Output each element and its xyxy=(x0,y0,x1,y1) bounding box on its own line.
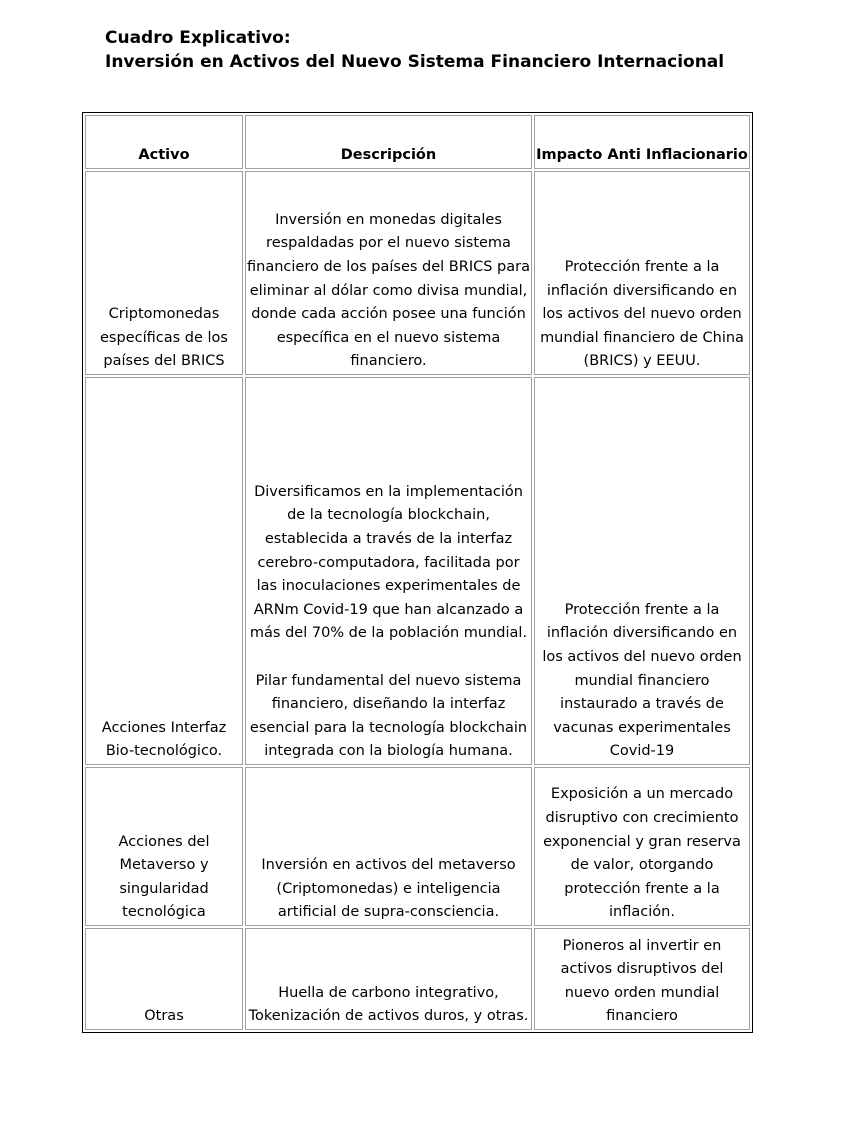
document-title xyxy=(105,26,724,74)
cell-descripcion-paragraph-1: Diversificamos en la implementación de la tecnología blockchain, establecida a través de la interfaz cerebro-computadora, facilitada por las inoculaciones experimentales de ARNm Covid-19 que han alcanzado a más del 70% de la población mundial. xyxy=(249,483,528,642)
table-row xyxy=(85,928,750,1030)
cell-descripcion: Huella de carbono integrativo, Tokenización de activos duros, y otras. xyxy=(245,928,532,1030)
table-header-row xyxy=(85,115,750,169)
cell-activo: Otras xyxy=(85,928,243,1030)
cell-impacto: Pioneros al invertir en activos disruptivos del nuevo orden mundial financiero xyxy=(534,928,750,1030)
title-line-2: Inversión en Activos del Nuevo Sistema Financiero Internacional xyxy=(105,52,725,72)
header-activo: Activo xyxy=(85,115,243,169)
table-row xyxy=(85,377,750,765)
cell-activo: Acciones Interfaz Bio-tecnológico. xyxy=(85,377,243,765)
cell-impacto: Protección frente a la inflación diversificando en los activos del nuevo orden mundial financiero instaurado a través de vacunas experimentales Covid-19 xyxy=(534,377,750,765)
cell-descripcion: Inversión en monedas digitales respaldadas por el nuevo sistema financiero de los países del BRICS para eliminar al dólar como divisa mundial, donde cada acción posee una función específica en el nuevo sistema financiero. xyxy=(245,171,532,375)
cell-impacto: Protección frente a la inflación diversificando en los activos del nuevo orden mundial financiero de China (BRICS) y EEUU. xyxy=(534,171,750,375)
table-row xyxy=(85,767,750,926)
assets-table xyxy=(82,112,753,1033)
cell-activo: Acciones del Metaverso y singularidad tecnológica xyxy=(85,767,243,926)
table-row xyxy=(85,171,750,375)
cell-impacto: Exposición a un mercado disruptivo con crecimiento exponencial y gran reserva de valor, otorgando protección frente a la inflación. xyxy=(534,767,750,926)
header-impacto: Impacto Anti Inflacionario xyxy=(534,115,750,169)
cell-descripcion: Inversión en activos del metaverso (Criptomonedas) e inteligencia artificial de supra-consciencia. xyxy=(245,767,532,926)
title-line-1: Cuadro Explicativo: xyxy=(105,28,291,48)
cell-activo: Criptomonedas específicas de los países del BRICS xyxy=(85,171,243,375)
cell-descripcion-paragraph-2: Pilar fundamental del nuevo sistema financiero, diseñando la interfaz esencial para la tecnología blockchain integrada con la biología humana. xyxy=(249,672,528,760)
paragraph-gap xyxy=(247,646,530,670)
cell-descripcion xyxy=(245,377,532,765)
header-descripcion: Descripción xyxy=(245,115,532,169)
